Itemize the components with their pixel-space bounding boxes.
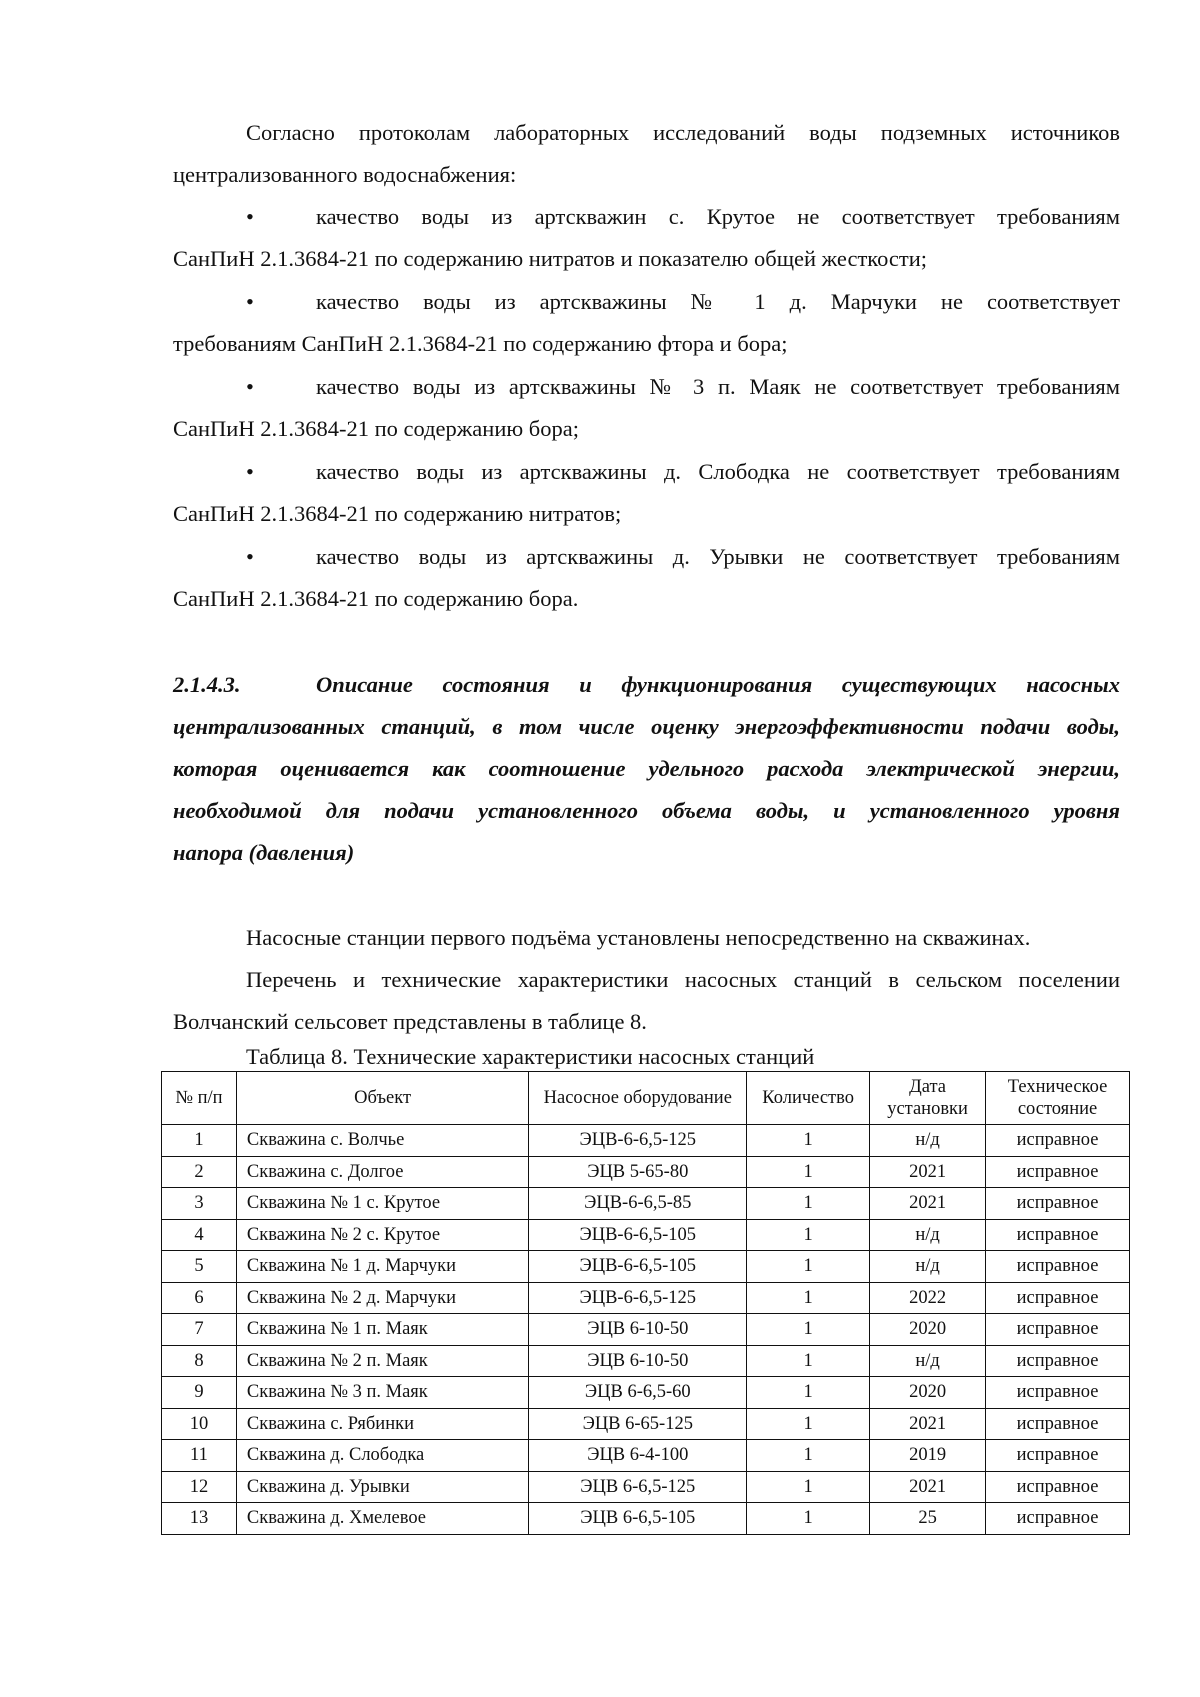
cell-object: Скважина д. Урывки	[236, 1471, 529, 1503]
cell-object: Скважина д. Слободка	[236, 1440, 529, 1472]
header-quantity: Количество	[747, 1072, 870, 1125]
cell-quantity: 1	[747, 1156, 870, 1188]
cell-condition: исправное	[986, 1188, 1130, 1220]
cell-number: 6	[162, 1282, 237, 1314]
cell-quantity: 1	[747, 1503, 870, 1535]
cell-install-date: 2021	[870, 1408, 986, 1440]
cell-install-date: 2021	[870, 1471, 986, 1503]
header-condition: Техническое состояние	[986, 1072, 1130, 1125]
bullet-text-first: качество воды из артскважины д. Урывки не соответствует требованиям	[316, 544, 1120, 569]
bullet-item	[173, 366, 1120, 450]
cell-condition: исправное	[986, 1408, 1130, 1440]
cell-condition: исправное	[986, 1314, 1130, 1346]
cell-install-date: 2020	[870, 1377, 986, 1409]
section-heading-line: напора (давления)	[173, 840, 355, 865]
bullet-text-rest: СанПиН 2.1.3684-21 по содержанию нитратов и показателю общей жесткости;	[173, 246, 927, 271]
cell-number: 2	[162, 1156, 237, 1188]
bullet-text-first: качество воды из артскважины № 1 д. Марчуки не соответствует	[316, 289, 1120, 314]
table-row	[162, 1125, 1130, 1157]
cell-quantity: 1	[747, 1440, 870, 1472]
cell-condition: исправное	[986, 1503, 1130, 1535]
cell-quantity: 1	[747, 1282, 870, 1314]
cell-condition: исправное	[986, 1440, 1130, 1472]
header-equipment: Насосное оборудование	[529, 1072, 747, 1125]
cell-equipment: ЭЦВ 6-4-100	[529, 1440, 747, 1472]
cell-object: Скважина № 2 д. Марчуки	[236, 1282, 529, 1314]
section-heading-line: которая оценивается как соотношение удельного расхода электрической энергии,	[173, 756, 1120, 781]
header-install-date: Дата установки	[870, 1072, 986, 1125]
cell-equipment: ЭЦВ 5-65-80	[529, 1156, 747, 1188]
cell-condition: исправное	[986, 1219, 1130, 1251]
bullet-text-rest: СанПиН 2.1.3684-21 по содержанию бора.	[173, 586, 579, 611]
cell-equipment: ЭЦВ-6-6,5-85	[529, 1188, 747, 1220]
table-body	[162, 1125, 1130, 1535]
cell-quantity: 1	[747, 1471, 870, 1503]
table-row	[162, 1251, 1130, 1283]
section-heading-line: необходимой для подачи установленного объема воды, и установленного уровня	[173, 798, 1120, 823]
cell-object: Скважина № 1 п. Маяк	[236, 1314, 529, 1346]
cell-quantity: 1	[747, 1345, 870, 1377]
cell-install-date: 2019	[870, 1440, 986, 1472]
header-object: Объект	[236, 1072, 529, 1125]
cell-install-date: н/д	[870, 1345, 986, 1377]
intro-paragraph: Согласно протоколам лабораторных исследований воды подземных источников централизованного водоснабжения:	[173, 120, 1120, 187]
cell-install-date: н/д	[870, 1251, 986, 1283]
cell-number: 5	[162, 1251, 237, 1283]
cell-condition: исправное	[986, 1125, 1130, 1157]
cell-quantity: 1	[747, 1377, 870, 1409]
cell-quantity: 1	[747, 1251, 870, 1283]
body-paragraph: Перечень и технические характеристики насосных станций в сельском поселении Волчанский сельсовет представлены в таблице 8.	[173, 967, 1120, 1034]
bullet-text-first: качество воды из артскважины № 3 п. Маяк не соответствует требованиям	[316, 374, 1120, 399]
bullet-item	[173, 281, 1120, 365]
cell-condition: исправное	[986, 1471, 1130, 1503]
cell-number: 7	[162, 1314, 237, 1346]
cell-equipment: ЭЦВ 6-6,5-105	[529, 1503, 747, 1535]
cell-quantity: 1	[747, 1219, 870, 1251]
bullet-text-rest: СанПиН 2.1.3684-21 по содержанию бора;	[173, 416, 579, 441]
cell-equipment: ЭЦВ 6-10-50	[529, 1345, 747, 1377]
body-paragraph: Насосные станции первого подъёма установлены непосредственно на скважинах.	[246, 925, 1031, 950]
cell-number: 8	[162, 1345, 237, 1377]
cell-object: Скважина с. Волчье	[236, 1125, 529, 1157]
bullet-item	[173, 196, 1120, 280]
cell-condition: исправное	[986, 1156, 1130, 1188]
cell-equipment: ЭЦВ 6-6,5-60	[529, 1377, 747, 1409]
cell-equipment: ЭЦВ-6-6,5-125	[529, 1125, 747, 1157]
cell-quantity: 1	[747, 1188, 870, 1220]
bullet-text-first: качество воды из артскважин с. Крутое не соответствует требованиям	[316, 204, 1120, 229]
header-number: № п/п	[162, 1072, 237, 1125]
pump-stations-table	[161, 1071, 1130, 1535]
bullet-item	[173, 451, 1120, 535]
cell-number: 4	[162, 1219, 237, 1251]
table-row	[162, 1188, 1130, 1220]
cell-install-date: 25	[870, 1503, 986, 1535]
cell-equipment: ЭЦВ 6-6,5-125	[529, 1471, 747, 1503]
table-header-row	[162, 1072, 1130, 1125]
cell-condition: исправное	[986, 1251, 1130, 1283]
bullet-text-rest: СанПиН 2.1.3684-21 по содержанию нитратов;	[173, 501, 622, 526]
cell-number: 13	[162, 1503, 237, 1535]
cell-equipment: ЭЦВ 6-65-125	[529, 1408, 747, 1440]
bullet-text-first: качество воды из артскважины д. Слободка не соответствует требованиям	[316, 459, 1120, 484]
table-row	[162, 1408, 1130, 1440]
table-caption: Таблица 8. Технические характеристики насосных станций	[246, 1044, 815, 1069]
cell-install-date: 2022	[870, 1282, 986, 1314]
cell-object: Скважина с. Долгое	[236, 1156, 529, 1188]
section-heading-line: централизованных станций, в том числе оценку энергоэффективности подачи воды,	[173, 714, 1120, 739]
cell-install-date: 2021	[870, 1156, 986, 1188]
table-row	[162, 1314, 1130, 1346]
cell-quantity: 1	[747, 1125, 870, 1157]
section-heading-line: Описание состояния и функционирования существующих насосных	[316, 672, 1120, 697]
table-row	[162, 1471, 1130, 1503]
cell-object: Скважина № 1 д. Марчуки	[236, 1251, 529, 1283]
cell-quantity: 1	[747, 1408, 870, 1440]
cell-condition: исправное	[986, 1345, 1130, 1377]
cell-equipment: ЭЦВ-6-6,5-105	[529, 1251, 747, 1283]
cell-number: 12	[162, 1471, 237, 1503]
section-number: 2.1.4.3.	[173, 672, 241, 697]
cell-condition: исправное	[986, 1377, 1130, 1409]
cell-number: 11	[162, 1440, 237, 1472]
cell-number: 10	[162, 1408, 237, 1440]
section-heading	[173, 664, 1120, 874]
cell-number: 9	[162, 1377, 237, 1409]
table-row	[162, 1345, 1130, 1377]
cell-object: Скважина с. Рябинки	[236, 1408, 529, 1440]
cell-equipment: ЭЦВ 6-10-50	[529, 1314, 747, 1346]
cell-condition: исправное	[986, 1282, 1130, 1314]
bullet-dot: •	[246, 544, 254, 569]
bullet-text-rest: требованиям СанПиН 2.1.3684-21 по содержанию фтора и бора;	[173, 331, 788, 356]
cell-object: Скважина № 2 п. Маяк	[236, 1345, 529, 1377]
cell-object: Скважина д. Хмелевое	[236, 1503, 529, 1535]
cell-equipment: ЭЦВ-6-6,5-105	[529, 1219, 747, 1251]
bullet-dot: •	[246, 374, 254, 399]
cell-number: 1	[162, 1125, 237, 1157]
table-row	[162, 1282, 1130, 1314]
cell-install-date: 2020	[870, 1314, 986, 1346]
cell-install-date: н/д	[870, 1125, 986, 1157]
cell-number: 3	[162, 1188, 237, 1220]
cell-equipment: ЭЦВ-6-6,5-125	[529, 1282, 747, 1314]
bullet-item	[173, 536, 1120, 620]
table-row	[162, 1156, 1130, 1188]
bullet-dot: •	[246, 459, 254, 484]
bullet-dot: •	[246, 204, 254, 229]
bullet-dot: •	[246, 289, 254, 314]
cell-install-date: н/д	[870, 1219, 986, 1251]
cell-object: Скважина № 1 с. Крутое	[236, 1188, 529, 1220]
table-row	[162, 1503, 1130, 1535]
cell-quantity: 1	[747, 1314, 870, 1346]
cell-object: Скважина № 3 п. Маяк	[236, 1377, 529, 1409]
table-row	[162, 1377, 1130, 1409]
cell-install-date: 2021	[870, 1188, 986, 1220]
table-row	[162, 1219, 1130, 1251]
table-row	[162, 1440, 1130, 1472]
cell-object: Скважина № 2 с. Крутое	[236, 1219, 529, 1251]
